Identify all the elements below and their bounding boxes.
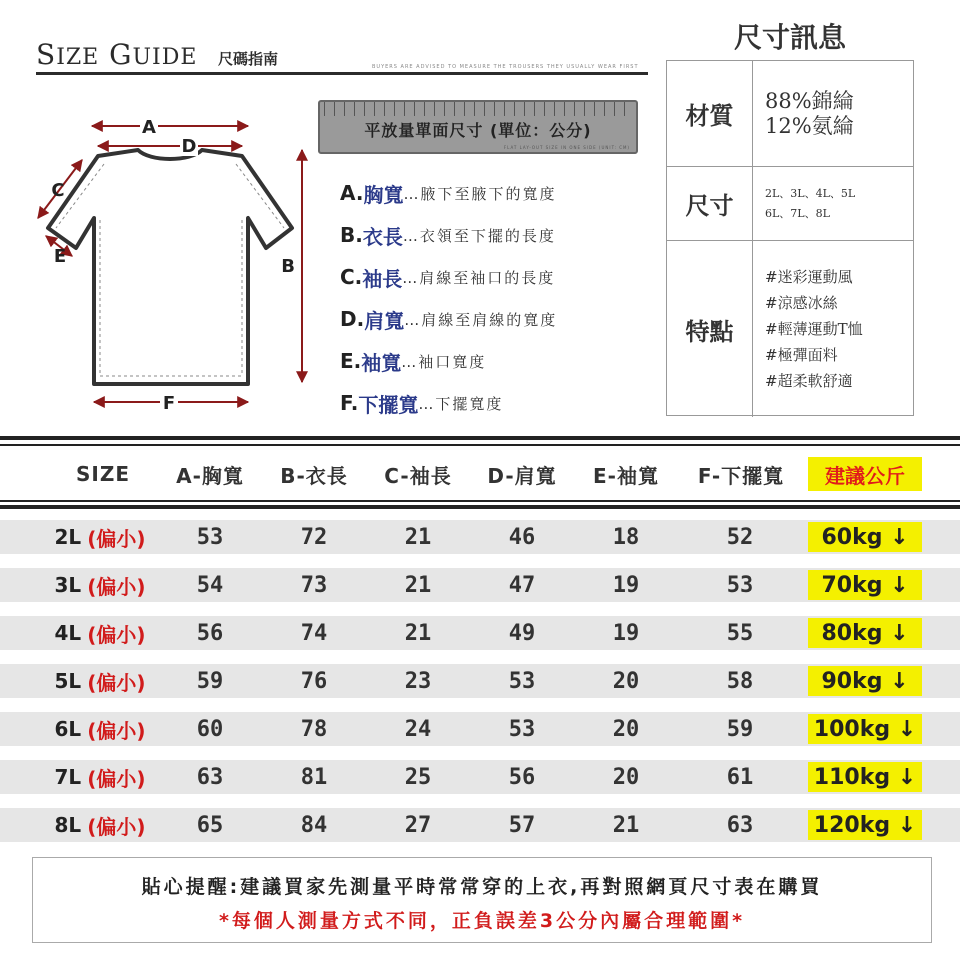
row-size: 8L (偏小): [54, 813, 146, 839]
row-kg: 120kg ↓: [808, 810, 922, 840]
label-e: E: [53, 246, 67, 267]
label-b: B: [281, 256, 295, 277]
row-f: 58: [726, 668, 754, 694]
row-kg: 80kg ↓: [808, 618, 922, 648]
row-d: 53: [508, 668, 536, 694]
row-f: 52: [726, 524, 754, 550]
row-c: 27: [404, 812, 432, 838]
table-top-rule-thin: [0, 444, 960, 446]
size-guide-title: SIZE GUIDE: [36, 38, 198, 71]
row-e: 19: [612, 572, 640, 598]
table-row: [0, 664, 960, 698]
row-d: 47: [508, 572, 536, 598]
row-size: 2L (偏小): [54, 525, 146, 551]
label-d: D: [181, 136, 197, 157]
table-header-rule: [0, 500, 960, 502]
size-table-header: [0, 452, 960, 496]
ruler-ticks: [324, 102, 634, 116]
care-notice-box: [32, 857, 932, 943]
row-e: 20: [612, 764, 640, 790]
row-e: 20: [612, 668, 640, 694]
ruler-small-text: FLAT LAY-OUT SIZE IN ONE SIDE (UNIT: CM): [503, 145, 630, 150]
row-kg: 70kg ↓: [808, 570, 922, 600]
row-a: 63: [196, 764, 224, 790]
header-a: A-胸寬: [176, 463, 244, 488]
size-key: 尺寸: [667, 167, 753, 240]
label-f: F: [162, 393, 176, 414]
row-kg: 110kg ↓: [808, 762, 922, 792]
row-f: 59: [726, 716, 754, 742]
row-size: 5L (偏小): [54, 669, 146, 695]
row-b: 76: [300, 668, 328, 694]
info-row-material: [667, 61, 913, 167]
tshirt-measurement-diagram: [20, 100, 320, 420]
header-b: B-衣長: [280, 463, 348, 488]
material-value: 88%錦綸 12%氨綸: [765, 88, 854, 138]
row-size: 3L (偏小): [54, 573, 146, 599]
row-a: 65: [196, 812, 224, 838]
size-value: 2L、3L、4L、5L 6L、7L、8L: [765, 186, 856, 220]
row-c: 24: [404, 716, 432, 742]
table-row: [0, 568, 960, 602]
table-top-rule: [0, 436, 960, 440]
feature-key: 特點: [667, 241, 753, 417]
row-a: 54: [196, 572, 224, 598]
row-e: 20: [612, 716, 640, 742]
header-d: D-肩寬: [487, 463, 557, 488]
row-size: 6L (偏小): [54, 717, 146, 743]
info-row-feature: [667, 241, 913, 417]
notice-line-1: 貼心提醒:建議買家先測量平時常常穿的上衣,再對照網頁尺寸表在購買: [141, 876, 823, 898]
legend-row-a: A. 胸寬 …腋下至腋下的寬度: [340, 181, 557, 207]
header-e: E-袖寬: [593, 463, 659, 488]
row-d: 49: [508, 620, 536, 646]
label-a: A: [142, 117, 156, 138]
header-f: F-下擺寬: [697, 463, 785, 488]
info-title: 尺寸訊息: [733, 21, 846, 54]
table-header-rule-thick: [0, 505, 960, 509]
row-a: 60: [196, 716, 224, 742]
row-f: 61: [726, 764, 754, 790]
ruler-label: 平放量單面尺寸 (單位：公分): [364, 121, 592, 140]
legend-row-d: D. 肩寬 …肩線至肩線的寬度: [340, 307, 558, 333]
row-d: 53: [508, 716, 536, 742]
row-b: 73: [300, 572, 328, 598]
row-e: 21: [612, 812, 640, 838]
legend-row-b: B. 衣長 …衣領至下擺的長度: [340, 223, 556, 249]
info-row-size: [667, 167, 913, 241]
row-c: 21: [404, 524, 432, 550]
row-b: 84: [300, 812, 328, 838]
notice-line-2: *每個人測量方式不同，正負誤差3公分內屬合理範圍*: [218, 910, 746, 932]
header-divider: [36, 72, 648, 75]
legend-row-f: F. 下擺寬 …下擺寬度: [340, 391, 504, 417]
row-c: 21: [404, 620, 432, 646]
row-c: 25: [404, 764, 432, 790]
row-c: 23: [404, 668, 432, 694]
material-key: 材質: [667, 61, 753, 166]
row-a: 53: [196, 524, 224, 550]
row-d: 56: [508, 764, 536, 790]
row-size: 7L (偏小): [54, 765, 146, 791]
header-size: SIZE: [75, 462, 130, 486]
ruler-banner: [318, 100, 638, 154]
row-b: 81: [300, 764, 328, 790]
table-row: [0, 616, 960, 650]
row-b: 78: [300, 716, 328, 742]
row-f: 63: [726, 812, 754, 838]
feature-value: #迷彩運動風 #涼感冰絲 #輕薄運動T恤 #極彈面料 #超柔軟舒適: [765, 268, 863, 390]
table-row: [0, 760, 960, 794]
row-f: 53: [726, 572, 754, 598]
row-b: 72: [300, 524, 328, 550]
size-guide-subtitle: 尺碼指南: [218, 50, 279, 68]
row-kg: 100kg ↓: [808, 714, 922, 744]
tshirt-outline: [48, 150, 292, 384]
measurement-legend: [340, 172, 640, 424]
row-c: 21: [404, 572, 432, 598]
row-b: 74: [300, 620, 328, 646]
row-size: 4L (偏小): [54, 621, 146, 647]
row-kg: 60kg ↓: [808, 522, 922, 552]
row-d: 57: [508, 812, 536, 838]
measure-advice-note: BUYERS ARE ADVISED TO MEASURE THE TROUSERS THEY USUALLY WEAR FIRST: [372, 64, 639, 70]
row-f: 55: [726, 620, 754, 646]
row-d: 46: [508, 524, 536, 550]
legend-row-e: E. 袖寬 …袖口寬度: [340, 349, 487, 375]
table-row: [0, 808, 960, 842]
table-row: [0, 712, 960, 746]
row-e: 19: [612, 620, 640, 646]
legend-row-c: C. 袖長 …肩線至袖口的長度: [340, 265, 556, 291]
row-e: 18: [612, 524, 640, 550]
table-row: [0, 520, 960, 554]
row-kg: 90kg ↓: [808, 666, 922, 696]
row-a: 56: [196, 620, 224, 646]
header-c: C-袖長: [384, 463, 452, 488]
header-kg: 建議公斤: [808, 457, 922, 491]
row-a: 59: [196, 668, 224, 694]
info-box: [666, 60, 914, 416]
label-c: C: [51, 180, 65, 201]
